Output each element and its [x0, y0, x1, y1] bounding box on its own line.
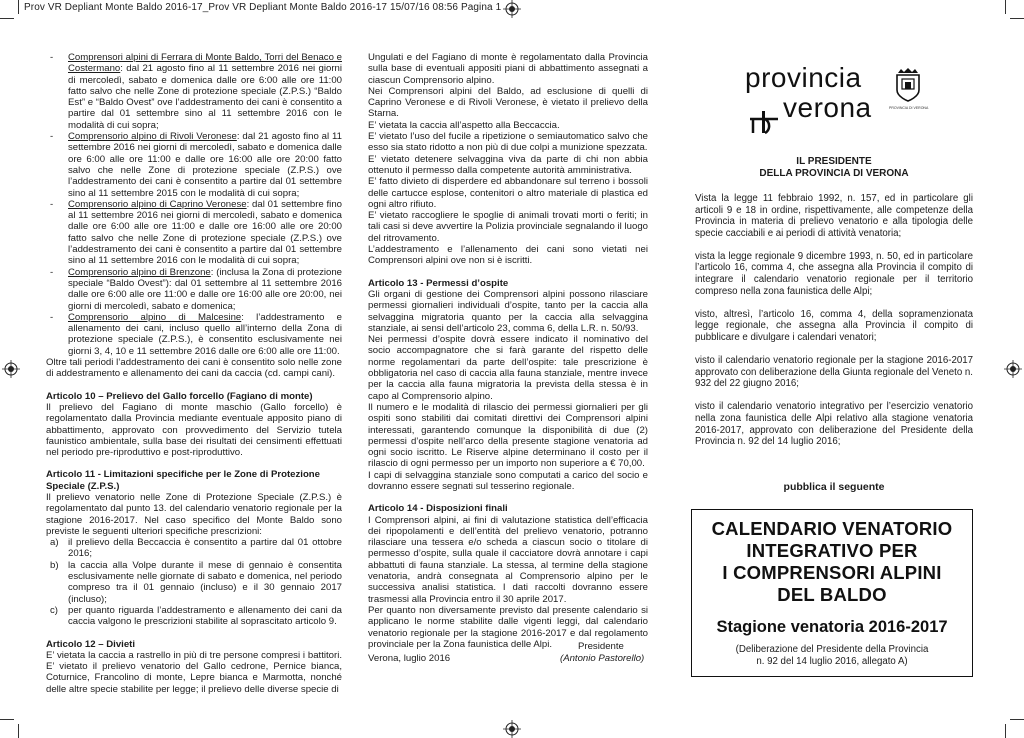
paragraph: Vista la legge 11 febbraio 1992, n. 157, ed in particolare gli articoli 9 e 18 in ordine, rispettivamente, alle competenze della Provincia in materia di prelievo venatorio e alla tipologia delle specie cacciabili e ai periodi di attività venatoria; — [695, 193, 973, 239]
paragraph: E’ vietato detenere selvaggina viva da parte di chi non abbia ottenuto il permesso dalla competente autorità amministrativa. — [368, 153, 648, 176]
article-12-text: E’ vietata la caccia a rastrello in più di tre persone compresi i battitori. E’ vietato il prelievo venatorio del Gallo cedrone, Pernice bianca, Coturnice, Francolino di monte, Lepre bianca e Marmotta, nonché delle altre specie stabilite per legge; il prelievo delle diverse specie di — [46, 649, 342, 695]
crop-mark — [1010, 18, 1024, 19]
crop-mark — [18, 0, 19, 14]
deliberation-line-1: (Deliberazione del Presidente della Provincia — [735, 644, 929, 655]
list-item — [46, 537, 342, 560]
article-10-text: Il prelievo del Fagiano di monte maschio (Gallo forcello) è regolamentato dalla Provincia mediante eventuale apposito piano di abbattimento, approvato con provvedimento del Servizio tutela faunistico ambientale, sulla base dei risultati dei censimenti effettuati nel periodo pre-riproduttivo e post-riproduttivo. — [46, 401, 342, 459]
paragraph: E’ vietata la caccia all’aspetto alla Beccaccia. — [368, 119, 560, 131]
list-item — [46, 199, 342, 267]
registration-mark-icon — [2, 360, 20, 378]
calendar-title-box — [691, 509, 973, 677]
logo-di-glyph-icon — [750, 109, 780, 135]
paragraph: visto il calendario venatorio regionale per la stagione 2016-2017 approvato con deliberazione della Giunta regionale del Veneto n. 932 del 22 giugno 2016; — [695, 355, 973, 390]
article-10-title: Articolo 10 – Prelievo del Gallo forcello (Fagiano di monte) — [46, 390, 313, 402]
president-line-2: DELLA PROVINCIA DI VERONA — [759, 168, 909, 179]
list-item-text: il prelievo della Beccaccia è consentito a partire dal 01 ottobre 2016; — [68, 537, 342, 560]
publish-line: pubblica il seguente — [783, 481, 885, 493]
crop-mark — [1010, 719, 1024, 720]
paragraph: visto il calendario venatorio integrativo per l’esercizio venatorio nella zona faunistica delle Alpi relativo alla stagione venatoria 2016-2017, approvato con deliberazione del Presidente della Provincia n. 92 del 14 luglio 2016; — [695, 401, 973, 448]
calendar-title-line: DEL BALDO — [777, 584, 887, 605]
calendar-title-line: I COMPRENSORI ALPINI — [722, 562, 942, 583]
article-14-title: Articolo 14 - Disposizioni finali — [368, 503, 508, 515]
deliberation-line-2: n. 92 del 14 luglio 2016, allegato A) — [756, 655, 908, 667]
president-heading — [695, 156, 973, 180]
list-marker: c) — [50, 604, 58, 616]
paragraph: E’ vietato l’uso del fucile a ripetizione o semiautomatico salvo che esso sia stato ridotto a non più di due colpi a munizione spezzata. — [368, 131, 648, 154]
article-11-text: Il prelievo venatorio nelle Zone di Protezione Speciale (Z.P.S.) è regolamentato dal punto 13. del calendario venatorio regionale per la stagione 2016-2017. Nel caso specifico del Monte Baldo sono previste le seguenti ulteriori specifiche prescrizioni: — [46, 491, 342, 537]
list-item-text: : dal 21 agosto fino al 11 settembre 2016 nei giorni di mercoledì, sabato e domenica dalle ore 6:00 alle ore 11:00 fatto salvo che nelle Zone di protezione speciale (Z.P.S.) “Baldo Est” e “Baldo Ovest” ove l’addestramento dei cani è consentito a partire dal 01 settembre sino al 11 settembre 2016 con le modalità di cui sopra; — [68, 63, 342, 131]
paragraph: E’ vietato raccogliere le spoglie di animali trovati morti o feriti; in tali casi si deve avvertire la Polizia provinciale segnalando il luogo del ritrovamento. — [368, 210, 648, 244]
left-column — [46, 52, 342, 695]
paragraph: Ungulati e del Fagiano di monte è regolamentato dalla Provincia sulla base di eventuali appositi piani di abbattimento assegnati a ciascun Comprensorio alpino. — [368, 52, 648, 86]
list-item-name: Comprensori alpini di Ferrara di Monte Baldo, Torri del Benaco e Costermano — [68, 52, 342, 75]
paragraph: I Comprensori alpini, ai fini di valutazione statistica dell’efficacia dei ripopolamenti e dell’entità del prelievo venatorio, potranno rilasciare una tessera e/o scheda a ciascun socio o titolare di permesso d’ospite, sulla quale il cacciatore dovrà annotare i capi abbattuti di fauna stanziale. La stessa, al termine della stagione venatoria, andrà consegnata al Comprensorio alpino per le successiva analisi statistica. I dati raccolti dovranno essere trasmessi alla Provincia entro il 30 aprile 2017. — [368, 514, 648, 605]
crop-mark — [1005, 724, 1006, 738]
list-item-text: per quanto riguarda l’addestramento e allenamento dei cani da caccia valgono le prescrizioni stabilite al soprascitato articolo 9. — [68, 604, 342, 628]
list-item — [46, 131, 342, 199]
list-item — [46, 52, 342, 131]
paragraph: Oltre tali periodi l’addestramento dei cani è consentito solo nelle zone di addestramento e allenamento dei cani da caccia (cd. campi cani). — [46, 357, 342, 380]
calendar-title-line: INTEGRATIVO PER — [746, 540, 918, 561]
list-item — [46, 267, 342, 312]
list-marker: a) — [50, 537, 59, 549]
crest-caption: PROVINCIA DI VERONA — [889, 106, 929, 110]
list-item-text: la caccia alla Volpe durante il mese di gennaio è consentita esclusivamente nelle giornate di sabato e domenica, nel periodo compreso tra il 01 gennaio (incluso) e il 30 gennaio 2017 (incluso); — [68, 559, 342, 605]
zps-prescriptions-list — [46, 537, 342, 627]
list-item-text: : dal 01 settembre fino al 11 settembre 2016 nei giorni di mercoledì, sabato e domenica dalle ore 6:00 alle ore 11:00 e dalle ore 16:00 alle ore 20:00 fatto salvo che nelle Zone di protezione speciale (Z.P.S.) ove l’addestramento dei cani è consentito a partire dal 01 settembre sino al 11 settembre 2016 con le modalità di cui sopra; — [68, 198, 342, 267]
crop-mark — [0, 719, 14, 720]
list-dash: - — [50, 198, 54, 210]
registration-mark-icon — [1004, 360, 1022, 378]
signatory-name: (Antonio Pastorello) — [560, 653, 645, 664]
list-item-text: : (inclusa la Zona di protezione speciale “Baldo Ovest”): dal 01 settembre al 11 settembre 2016 dalle ore 6:00 alle ore 11:00 e dalle ore 16:00 alle ore 20:00, nei giorni di mercoledì, sabato e domenica; — [68, 266, 342, 312]
list-dash: - — [50, 131, 54, 143]
list-item-name: Comprensorio alpino di Malcesine — [68, 311, 242, 323]
article-12-title: Articolo 12 – Divieti — [46, 638, 136, 650]
paragraph: visto, altresì, l’articolo 16, comma 4, della sopramenzionata legge regionale, che assegna alla Provincia il compito di pubblicare e divulgare i calendari venatori; — [695, 308, 973, 343]
list-item — [46, 312, 342, 357]
list-dash: - — [50, 311, 54, 323]
paragraph: I capi di selvaggina stanziale sono computati a carico del socio e dovranno essere segnati sul tesserino regionale. — [368, 469, 648, 492]
crop-mark — [18, 724, 19, 738]
paragraph: Il numero e le modalità di rilascio dei permessi giornalieri per gli ospiti sono stabiliti dai comitati direttivi dei Comprensori alpini interessati, garantendo comunque la disponibilità di due (2) permessi d’ospite nell’arco della presente stagione venatoria ad ogni socio iscritto. Le Riserve alpine determinano il costo per il rilascio di ogni permesso per un importo non superiore a € 70,00. — [368, 401, 648, 470]
list-dash: - — [50, 266, 54, 278]
crest-icon — [895, 68, 921, 102]
place-date: Verona, luglio 2016 — [368, 653, 451, 664]
deliberation-note — [692, 644, 972, 667]
list-marker: b) — [50, 559, 59, 571]
article-13-title: Articolo 13 - Permessi d’ospite — [368, 277, 509, 289]
list-item-name: Comprensorio alpino di Brenzone — [68, 266, 211, 278]
preamble — [695, 193, 973, 459]
paragraph: E’ fatto divieto di disperdere ed abbandonare sul terreno i bossoli delle cartucce esplose, contenitori o altro materiale di plastica ed ogni altro rifiuto. — [368, 176, 648, 210]
training-periods-list — [46, 52, 342, 357]
logo-word-provincia: provincia — [745, 62, 862, 93]
print-header: Prov VR Depliant Monte Baldo 2016-17_Prov VR Depliant Monte Baldo 2016-17 15/07/16 08:56 Pagina 1 — [24, 2, 502, 13]
registration-mark-icon — [503, 720, 521, 738]
list-dash: - — [50, 52, 54, 63]
crop-mark — [1005, 0, 1006, 14]
list-item-name: Comprensorio alpino di Rivoli Veronese — [68, 131, 237, 143]
paragraph: Nei permessi d’ospite dovrà essere indicato il nominativo del socio accompagnatore che si farà garante del rispetto delle norme regolamentari da parte dell’ospite: tale prescrizione è obbligatoria nel caso di caccia alla fauna stanziale, mentre invece per la caccia alla fauna migratoria la prevista della stessa è in capo al Comprensorio alpino. — [368, 334, 648, 402]
crop-mark — [0, 18, 14, 19]
list-item-text: : l’addestramento e allenamento dei cani, incluso quello all’interno della Zona di protezione speciale (Z.P.S.), è consentito esclusivamente nei giorni 3, 4, 10 e 11 settembre 2016 dalle ore 6:00 alle ore 11:00. — [68, 311, 342, 357]
season-title: Stagione venatoria 2016-2017 — [716, 618, 948, 636]
signatory-role: Presidente — [578, 641, 624, 652]
paragraph: L’addestramento e l’allenamento dei cani sono vietati nei Comprensori alpini ove non si è iscritti. — [368, 244, 648, 267]
registration-mark-icon — [503, 0, 521, 18]
list-item-name: Comprensorio alpino di Caprino Veronese — [68, 198, 247, 210]
list-item — [46, 605, 342, 628]
paragraph: Nei Comprensori alpini del Baldo, ad esclusione di quelli di Caprino Veronese e di Rivoli Veronese, è vietato il prelievo della Starna. — [368, 85, 648, 120]
list-item — [46, 560, 342, 605]
paragraph: vista la legge regionale 9 dicembre 1993, n. 50, ed in particolare l’articolo 16, comma 4, che assegna alla Provincia il compito di integrare il calendario venatorio regionale per il territorio compreso nella zona faunistica delle Alpi; — [695, 250, 973, 297]
paragraph: Per quanto non diversamente previsto dal presente calendario si applicano le norme stabilite dalle vigenti leggi, dal calendario venatorio regionale per la stagione 2016-2017 e dal regolamento provinciale per la Zona faunistica delle Alpi. — [368, 604, 648, 650]
list-item-text: : dal 21 agosto fino al 11 settembre 2016 nei giorni di mercoledì, sabato e domenica dalle ore 6:00 alle ore 11:00 e dalle ore 16:00 alle ore 20:00 fatto salvo che nelle Zone di protezione speciale (Z.P.S.) ove l’addestramento dei cani è consentito a partire dal 01 settembre sino al 11 settembre 2015 con le modalità di cui sopra; — [68, 131, 342, 199]
calendar-title — [692, 518, 972, 606]
calendar-title-line: CALENDARIO VENATORIO — [711, 518, 953, 539]
article-11-title: Articolo 11 - Limitazioni specifiche per le Zone di Protezione Speciale (Z.P.S.) — [46, 469, 321, 492]
logo-word-verona: verona — [783, 92, 872, 123]
provincia-verona-logo — [695, 62, 973, 148]
president-line-1: IL PRESIDENTE — [796, 156, 872, 167]
middle-column — [368, 52, 648, 664]
paragraph: Gli organi di gestione dei Comprensori alpini possono rilasciare permessi giornalieri individuali d’ospite, tanto per la caccia alla selvaggina migratoria quanto per la caccia alla selvaggina stanziale, ai sensi dell’articolo 23, comma 6, della L.R. n. 50/93. — [368, 288, 648, 334]
